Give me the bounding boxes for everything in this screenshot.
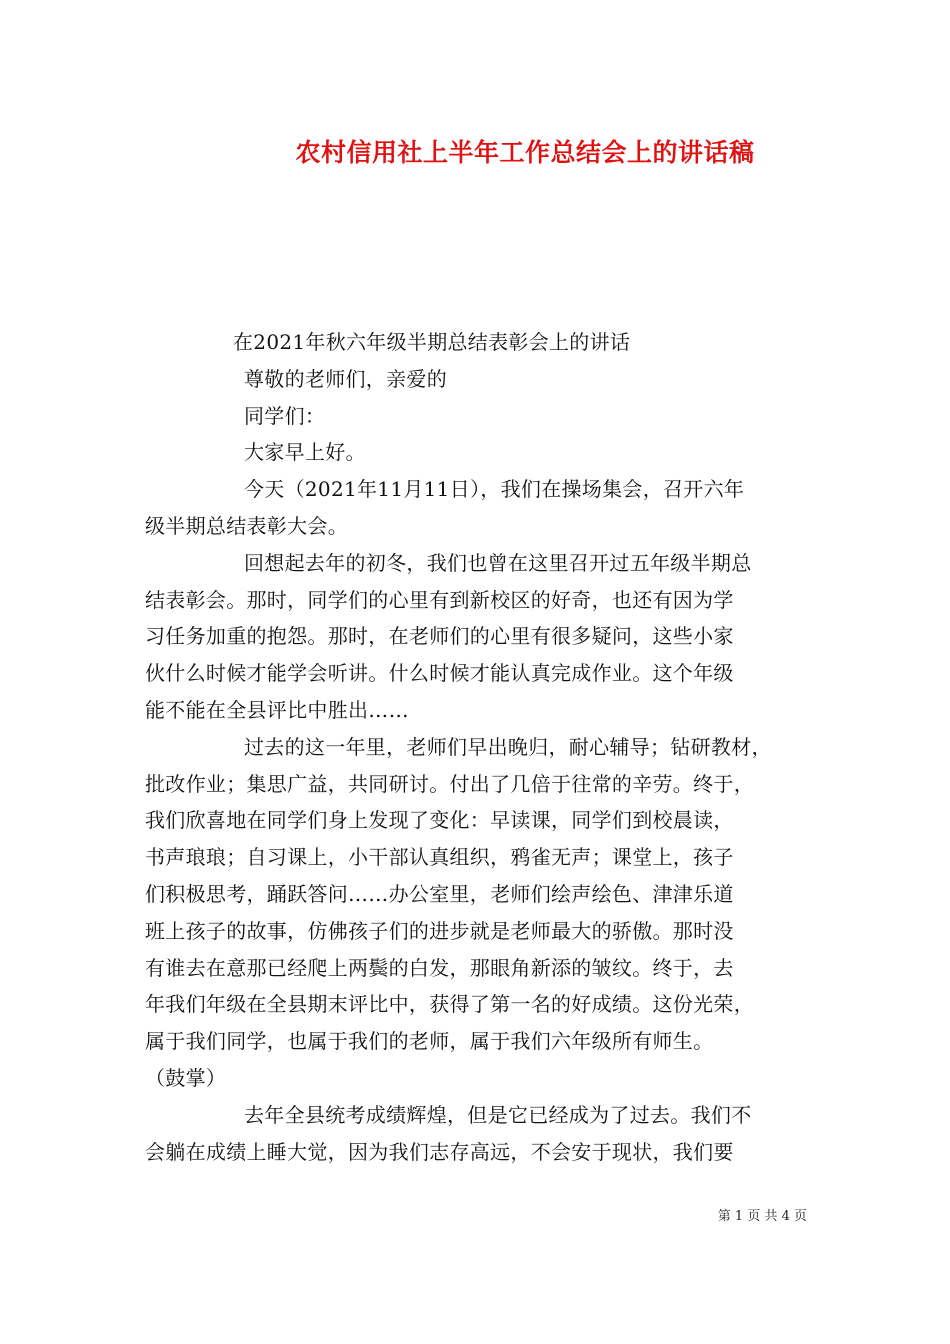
paragraph-line: 今天（2021年11月11日），我们在操场集会，召开六年 [244, 477, 745, 502]
paragraph-line: 过去的这一年里，老师们早出晚归，耐心辅导；钻研教材， [244, 734, 772, 759]
document-title: 农村信用社上半年工作总结会上的讲话稿 [295, 138, 755, 167]
paragraph-line: 书声琅琅；自习课上，小干部认真组织，鸦雀无声；课堂上，孩子 [145, 845, 734, 870]
paragraph-line: 级半期总结表彰大会。 [145, 513, 348, 538]
paragraph-line: 批改作业；集思广益，共同研讨。付出了几倍于往常的辛劳。终于， [145, 771, 754, 796]
paragraph-line: 伙什么时候才能学会听讲。什么时候才能认真完成作业。这个年级 [145, 661, 734, 686]
paragraph-line: 习任务加重的抱怨。那时，在老师们的心里有很多疑问，这些小家 [145, 624, 734, 649]
paragraph-line: 班上孩子的故事，仿佛孩子们的进步就是老师最大的骄傲。那时没 [145, 918, 734, 943]
paragraph-line: 会躺在成绩上睡大觉，因为我们志存高远，不会安于现状，我们要 [145, 1139, 734, 1164]
greeting-line: 大家早上好。 [244, 440, 366, 465]
paragraph-line: 年我们年级在全县期末评比中，获得了第一名的好成绩。这份光荣， [145, 992, 754, 1017]
document-body [145, 324, 807, 1170]
salutation-line: 尊敬的老师们，亲爱的 [244, 366, 447, 391]
paragraph-line: （鼓掌） [145, 1065, 227, 1090]
paragraph-line: 结表彰会。那时，同学们的心里有到新校区的好奇，也还有因为学 [145, 587, 734, 612]
page-number-footer: 第 1 页 共 4 页 [717, 1209, 807, 1224]
salutation-line: 同学们： [244, 403, 326, 428]
paragraph-line: 有谁去在意那已经爬上两鬓的白发，那眼角新添的皱纹。终于，去 [145, 955, 734, 980]
paragraph-line: 们积极思考，踊跃答问……办公室里，老师们绘声绘色、津津乐道 [145, 881, 734, 906]
paragraph-line: 属于我们同学，也属于我们的老师，属于我们六年级所有师生。 [145, 1029, 714, 1054]
paragraph-line: 能不能在全县评比中胜出…… [145, 697, 409, 722]
paragraph-line: 去年全县统考成绩辉煌，但是它已经成为了过去。我们不 [244, 1102, 752, 1127]
paragraph-line: 我们欣喜地在同学们身上发现了变化：早读课，同学们到校晨读， [145, 808, 734, 833]
speech-subtitle: 在2021年秋六年级半期总结表彰会上的讲话 [233, 330, 631, 354]
paragraph-line: 回想起去年的初冬，我们也曾在这里召开过五年级半期总 [244, 550, 752, 575]
